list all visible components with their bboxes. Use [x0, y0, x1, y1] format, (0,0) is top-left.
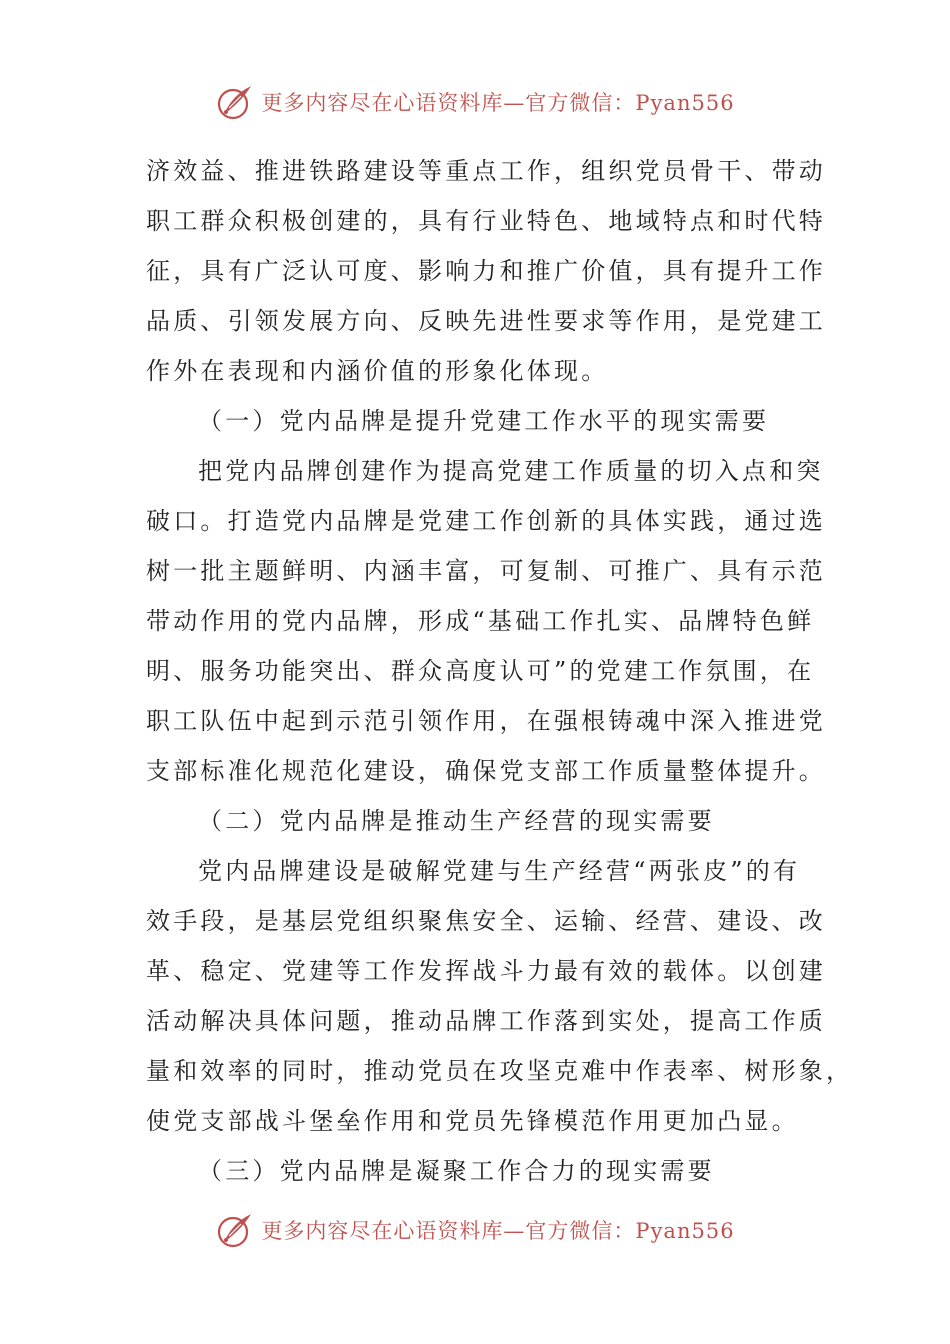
paragraph-start: 党内品牌建设是破解党建与生产经营“两张皮”的有	[198, 857, 801, 885]
quill-logo-icon	[215, 1210, 255, 1250]
document-body	[146, 146, 854, 1196]
body-line: 活动解决具体问题，推动品牌工作落到实处，提高工作质	[146, 1007, 826, 1035]
body-line: 职工群众积极创建的，具有行业特色、地域特点和时代特	[146, 207, 826, 235]
section-heading-3: （三）党内品牌是凝聚工作合力的现实需要	[198, 1157, 715, 1185]
body-line: 使党支部战斗堡垒作用和党员先锋模范作用更加凸显。	[146, 1107, 799, 1135]
body-line: 树一批主题鲜明、内涵丰富，可复制、可推广、具有示范	[146, 557, 826, 585]
body-line: 职工队伍中起到示范引领作用，在强根铸魂中深入推进党	[146, 707, 826, 735]
body-line: 明、服务功能突出、群众高度认可”的党建工作氛围，在	[146, 657, 815, 685]
header-watermark-banner	[0, 80, 950, 124]
watermark-text: 更多内容尽在心语资料库—官方微信：Pyan556	[261, 91, 735, 115]
quill-logo-icon	[215, 82, 255, 122]
body-line: 征，具有广泛认可度、影响力和推广价值，具有提升工作	[146, 257, 826, 285]
section-heading-2: （二）党内品牌是推动生产经营的现实需要	[198, 807, 715, 835]
body-line: 破口。打造党内品牌是党建工作创新的具体实践，通过选	[146, 507, 826, 535]
section-heading-1: （一）党内品牌是提升党建工作水平的现实需要	[198, 407, 770, 435]
body-line: 济效益、推进铁路建设等重点工作，组织党员骨干、带动	[146, 157, 826, 185]
body-line: 作外在表现和内涵价值的形象化体现。	[146, 357, 609, 385]
body-line: 品质、引领发展方向、反映先进性要求等作用，是党建工	[146, 307, 826, 335]
body-line: 效手段，是基层党组织聚焦安全、运输、经营、建设、改	[146, 907, 826, 935]
footer-watermark-banner	[0, 1208, 950, 1252]
watermark-text: 更多内容尽在心语资料库—官方微信：Pyan556	[261, 1219, 735, 1243]
body-line: 支部标准化规范化建设，确保党支部工作质量整体提升。	[146, 757, 826, 785]
body-line: 带动作用的党内品牌，形成“基础工作扎实、品牌特色鲜	[146, 607, 815, 635]
body-line: 量和效率的同时，推动党员在攻坚克难中作表率、树形象，	[146, 1057, 854, 1085]
paragraph-start: 把党内品牌创建作为提高党建工作质量的切入点和突	[198, 457, 824, 485]
body-line: 革、稳定、党建等工作发挥战斗力最有效的载体。以创建	[146, 957, 826, 985]
